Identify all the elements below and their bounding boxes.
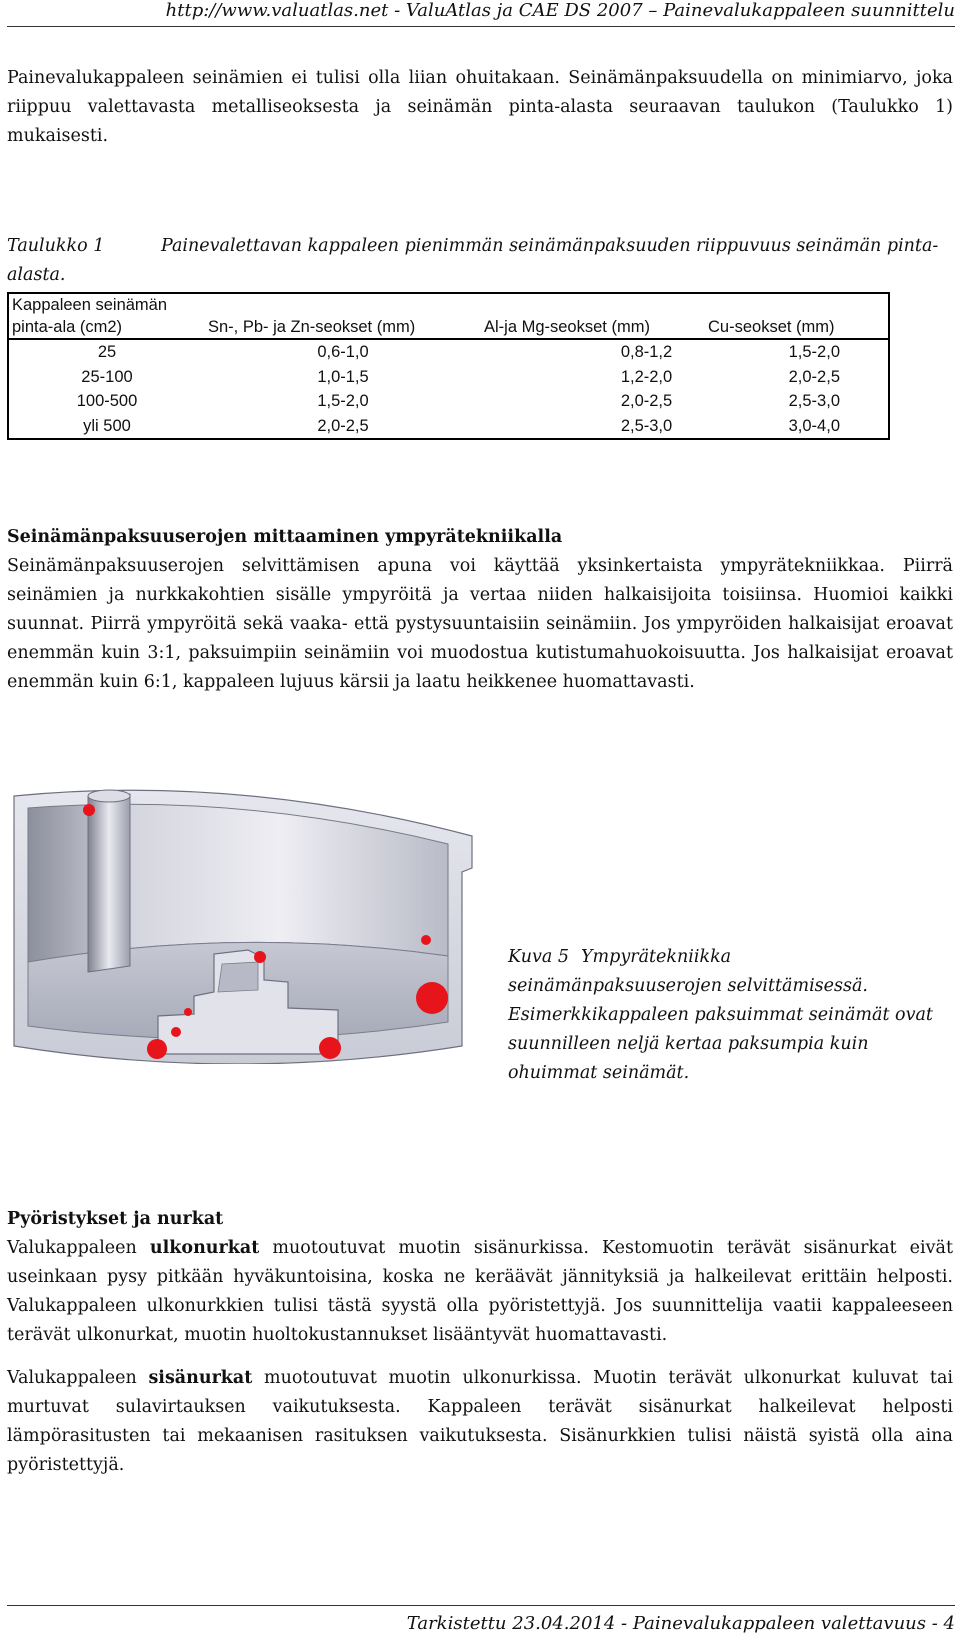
figure-number: Kuva 5 xyxy=(508,947,569,967)
page-footer: Tarkistettu 23.04.2014 - Painevalukappaleen valettavuus - 4 xyxy=(406,1613,955,1634)
table-header-sn-pb-zn: Sn-, Pb- ja Zn-seokset (mm) xyxy=(208,318,416,336)
outer-corners-text-a: Valukappaleen xyxy=(7,1238,150,1258)
table-row xyxy=(8,339,889,365)
measurement-circle xyxy=(83,804,95,816)
table-row xyxy=(8,389,889,414)
section-paragraph-inner-corners xyxy=(7,1364,953,1480)
inner-corners-text-a: Valukappaleen xyxy=(7,1368,149,1388)
measurement-circle xyxy=(319,1037,341,1059)
table-caption-label: Taulukko 1 xyxy=(7,236,105,256)
casting-illustration xyxy=(8,786,488,1064)
measurement-circle xyxy=(184,1008,192,1016)
table-row xyxy=(8,365,889,390)
measurement-circle xyxy=(147,1039,167,1059)
table-cell-cu: 3,0-4,0 xyxy=(788,416,840,435)
table-header-row xyxy=(8,293,889,339)
table-cell-cu: 1,5-2,0 xyxy=(788,343,840,361)
inner-corners-text-b: muotoutuvat muotin ulkonurkissa. Muotin terävät ulkonurkat kuluvat tai murtuvat sulavirtauksen vaikutuksesta. Kappaleen terävät sisänurkat halkeilevat helposti lämpörasitusten tai mekaanisen rasituksen vaikutuksesta. Sisänurkkien tulisi näistä syistä olla aina pyöristettyjä. xyxy=(7,1368,953,1475)
table-cell-sn: 2,0-2,5 xyxy=(317,416,369,435)
intro-paragraph: Painevalukappaleen seinämien ei tulisi olla liian ohuitakaan. Seinämänpaksuudella on minimiarvo, joka riippuu valettavasta metalliseoksesta ja seinämän pinta-alasta seuraavan taulukon (Taulukko 1) mukaisesti. xyxy=(7,68,953,146)
section-paragraph-circle-technique: Seinämänpaksuuserojen selvittämisen apuna voi käyttää yksinkertaista ympyrätekniikkaa. Piirrä seinämien ja nurkkakohtien sisälle ympyröitä ja vertaa niiden halkaisijoita toisiinsa. Huomioi kaikki suunnat. Piirrä ympyröitä sekä vaaka- että pystysuuntaisiin seinämiin. Jos ympyröiden halkaisijat eroavat enemmän kuin 3:1, paksuimpiin seinämiin voi muodostua kutistumahuokoisuutta. Jos halkaisijat eroavat enemmän kuin 6:1, kappaleen lujuus kärsii ja laatu heikkenee huomattavasti. xyxy=(7,556,953,692)
table-cell-al: 2,5-3,0 xyxy=(620,416,673,435)
table-cell-al: 1,2-2,0 xyxy=(620,367,673,386)
table-cell-sn: 0,6-1,0 xyxy=(317,343,369,361)
table-header-area-line2: pinta-ala (cm2) xyxy=(12,318,123,336)
section-heading-circle-technique: Seinämänpaksuuserojen mittaaminen ympyrätekniikalla xyxy=(7,527,563,547)
table-row xyxy=(8,414,889,440)
outer-corners-keyword: ulkonurkat xyxy=(149,1238,260,1258)
table-cell-sn: 1,5-2,0 xyxy=(317,392,369,410)
table-caption-text: Painevalettavan kappaleen pienimmän seinämänpaksuuden riippuvuus seinämän pinta-alasta. xyxy=(7,236,939,285)
inner-corners-keyword: sisänurkat xyxy=(148,1368,253,1388)
table-cell-cu: 2,0-2,5 xyxy=(788,367,840,386)
table-cell-cu: 2,5-3,0 xyxy=(788,392,840,410)
table-cell-area: 25-100 xyxy=(81,367,133,386)
table-cell-sn: 1,0-1,5 xyxy=(317,367,369,386)
table-header-area xyxy=(8,293,205,339)
table-header-cu: Cu-seokset (mm) xyxy=(708,318,835,336)
measurement-circle xyxy=(421,935,431,945)
table-cell-area: yli 500 xyxy=(83,416,131,435)
footer-divider xyxy=(7,1605,955,1606)
table-caption xyxy=(7,232,953,290)
section-heading-rounding: Pyöristykset ja nurkat xyxy=(7,1209,224,1229)
measurement-circle xyxy=(171,1027,181,1037)
table-cell-area: 100-500 xyxy=(76,392,138,410)
casting-pillar-shape xyxy=(88,794,130,972)
table-header-al-mg: Al-ja Mg-seokset (mm) xyxy=(484,318,650,336)
figure-caption-text: Ympyrätekniikka seinämänpaksuuserojen selvittämisessä. Esimerkkikappaleen paksuimmat seinämät ovat suunnilleen neljä kertaa paksumpia kuin ohuimmat seinämät. xyxy=(508,947,933,1083)
header-divider xyxy=(7,26,955,27)
table-cell-al: 0,8-1,2 xyxy=(620,343,673,361)
table-header-area-line1: Kappaleen seinämän xyxy=(12,296,168,314)
casting-boss-face-shape xyxy=(218,962,258,992)
measurement-circle xyxy=(254,951,266,963)
section-paragraph-outer-corners xyxy=(7,1234,953,1350)
outer-corners-text-b: muotoutuvat muotin sisänurkissa. Kestomuotin terävät sisänurkat eivät useinkaan pysy pitkään hyväkuntoisina, koska ne keräävät jännityksiä ja halkeilevat erittäin helposti. Valukappaleen ulkonurkkien tulisi tästä syystä olla pyöristettyjä. Jos suunnittelija vaatii kappaleeseen terävät ulkonurkat, muotin huoltokustannukset lisääntyvät huomattavasti. xyxy=(7,1238,953,1345)
table-cell-al: 2,0-2,5 xyxy=(620,392,673,410)
wall-thickness-table xyxy=(7,292,890,440)
figure-caption xyxy=(508,943,948,1088)
page-header: http://www.valuatlas.net - ValuAtlas ja CAE DS 2007 – Painevalukappaleen suunnittelu xyxy=(165,0,955,21)
casting-pillar-top-shape xyxy=(88,790,130,802)
measurement-circle xyxy=(416,982,448,1014)
table-cell-area: 25 xyxy=(97,343,117,361)
casting-figure xyxy=(8,786,488,1064)
